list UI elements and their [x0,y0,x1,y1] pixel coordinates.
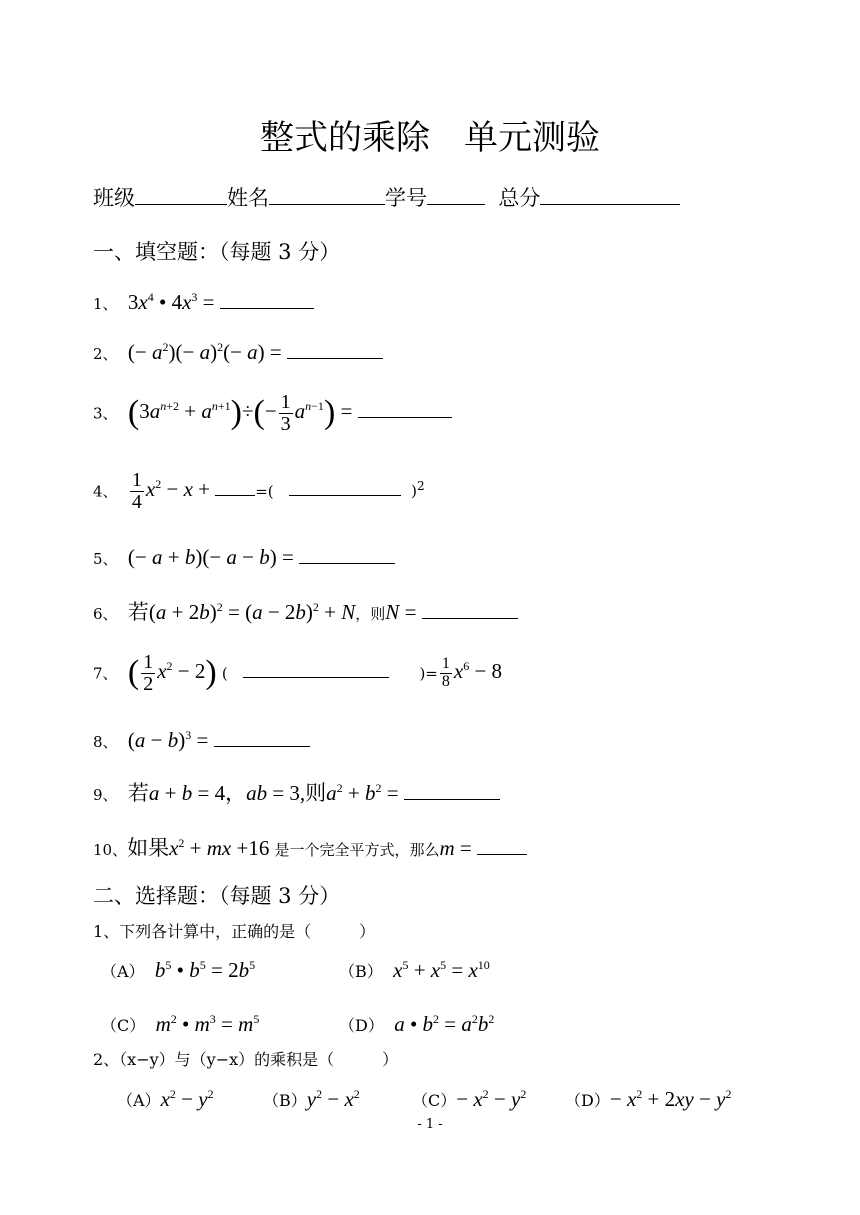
q8-number: 8、 [93,733,118,751]
q3-blank [358,399,452,418]
q6-then: ，则 [355,605,386,623]
choice-1-option-a: （A） $b^5$ • $b^5 = 2b^5$ [101,958,256,982]
q9-prefix: 若 [127,781,149,805]
q9-expression: 若a + b = 4，ab = 3,则$a^2 + b^2$ = [127,781,404,805]
section1-heading: 一、填空题：（每题 3 分） [93,240,341,264]
q3-expression: $(3a^{n+2} + a^{n+1})\div(-$ $\frac{1}{3}$ $a^{n-1}$) = [127,391,358,435]
choice-2-option-c: $(C)- x^2 - y^2$ [412,1087,527,1111]
choice-1-option-c: （C） $m^2$ • $m^3 = m^5$ [101,1012,260,1036]
class-blank [135,186,227,205]
option-c-label: （C） [412,1091,457,1110]
q5-number: 5、 [93,550,118,568]
choice-2-option-a: $(A)x^2 - y^2$ [117,1087,214,1111]
q2-number: 2、 [93,345,118,363]
q7-number: 7、 [93,664,118,683]
q4-blank-1 [215,477,255,496]
name-label: 姓名 [227,186,269,210]
q8-expression: $(a - b)^3$ = [122,728,214,752]
q6-expression: 若$(a + 2b)^2 = (a - 2b)^2 + N$ [127,600,356,624]
q2-blank [287,340,383,359]
q1-expression: $3x^4$ • $4x^3$ = [122,290,220,314]
q10-blank [477,836,527,855]
question-7: 7、 ( $\frac{1}{2}$ $x^2 - 2$) ( )= $\frac{1}{8}$ $x^6 - 8$ [93,651,503,695]
question-1 [93,290,314,315]
page-title: 整式的乘除 单元测验 [260,118,600,158]
q6-prefix: 若 [127,600,149,624]
id-blank [427,186,485,205]
total-blank [540,186,680,205]
q10-number: 10、 [93,841,128,859]
q10-prefix: 如果 [127,836,170,860]
total-label: 总分 [498,186,541,210]
q4-expression: $\frac{1}{4}$ $x^2 - x$ + [131,469,216,513]
choice-1-option-d: （D） a • $b^2 = a^2b^2$ [339,1012,495,1036]
q7-expression: ( $\frac{1}{2}$ $x^2 - 2$) [127,651,217,695]
q1-blank [220,290,314,309]
choice-question-1: 1、下列各计算中，正确的是（ ） [93,922,376,941]
question-8 [93,728,310,753]
option-c-label: （C） [101,1016,146,1035]
option-b-label: （B） [339,962,383,981]
class-label: 班级 [93,186,135,210]
question-6: 6、 若$(a + 2b)^2 = (a - 2b)^2 + N$，则N = [93,596,518,626]
q3-number: 3、 [93,404,118,423]
question-3 [93,392,452,435]
choice-1-option-b: （B） $x^5 + x^5 = x^{10}$ [339,958,490,982]
q6-blank [422,600,518,619]
option-b-label: （B） [263,1091,307,1110]
q10-expression: $x^2$ + mx +16 [169,836,270,860]
question-10: 10、如果$x^2$ + mx +16 是一个完全平方式，那么m = [93,832,527,862]
q7-blank [243,659,389,678]
question-4: 4、 $\frac{1}{4}$ $x^2 - x$ + =( )$^2$ [93,469,425,513]
id-label: 学号 [385,186,427,210]
choice-question-2: 2、（x−y）与（y−x）的乘积是（ ） [93,1050,399,1069]
q9-then: 则 [305,781,327,805]
choice-2-option-d: $(D)- x^2 + 2xy - y^2$ [565,1087,732,1111]
q2-expression: (− $a^2)(- a)^2(- a)$ = [122,340,288,364]
q1-number: 1、 [93,295,118,313]
choice-2-option-b: $(B)y^2 - x^2$ [263,1087,360,1111]
q4-blank-2 [289,477,401,496]
q9-blank [404,781,500,800]
name-blank [269,186,385,205]
question-2 [93,340,383,365]
option-d-label: （D） [339,1016,384,1035]
question-9 [93,777,500,807]
q9-number: 9、 [93,786,118,804]
section2-heading: 二、选择题：（每题 3 分） [93,884,341,908]
q5-blank [299,545,395,564]
option-a-label: （A） [117,1091,161,1110]
q10-middle: 是一个完全平方式，那么 [274,841,440,859]
option-a-label: （A） [101,962,145,981]
q8-blank [214,728,310,747]
page-number: - 1 - [417,1117,443,1132]
student-info-line [93,182,680,212]
q6-number: 6、 [93,605,118,623]
q4-number: 4、 [93,482,118,501]
option-d-label: （D） [565,1091,610,1110]
question-5 [93,545,395,570]
q5-expression: (− a + b)(− a − b) = [122,545,300,569]
